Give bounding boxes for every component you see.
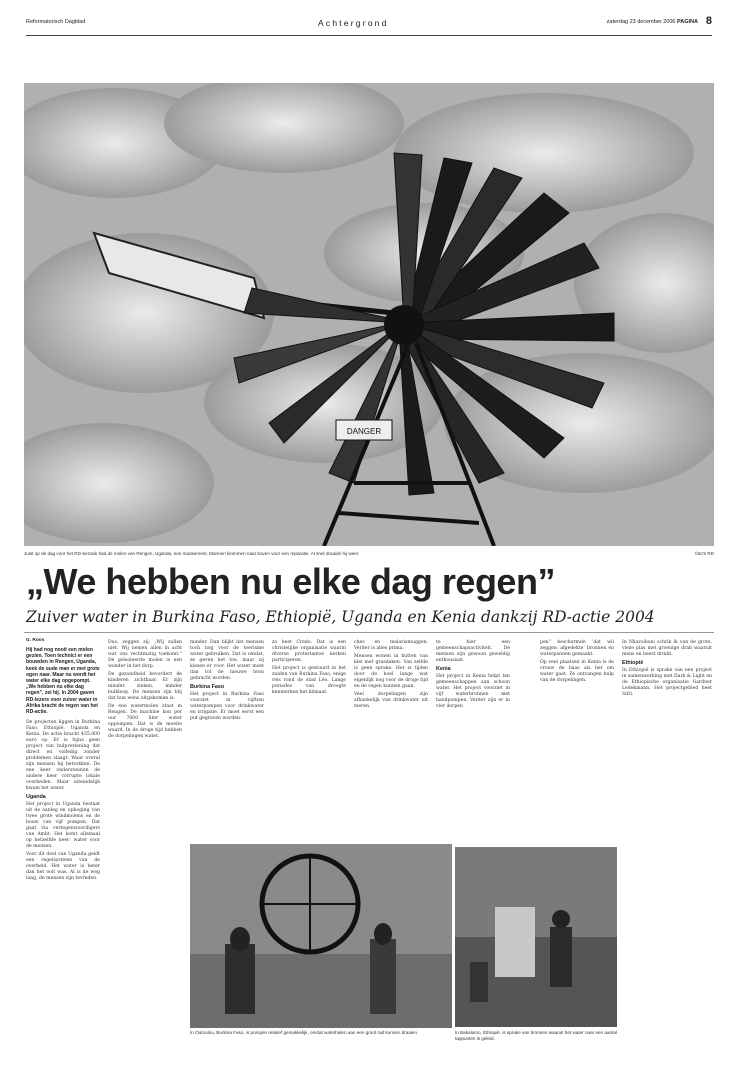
section-heading-burkina-faso: Burkina Faso bbox=[190, 684, 225, 690]
article-column-5: ches en malariamuggen. Verder is alles prima. Mensen wonen in hutten van klei met grasdaken. Van zelfde is geen sprake. Het is tijden door de boel lange wat eigenlijk nog voor de droge tijd en de regen kunnen gaan. Veel dorpelingen zijn afhankelijk van drinkwater uit meren. bbox=[354, 640, 428, 709]
section-heading-ethiopie: Ethiopië bbox=[622, 660, 644, 666]
danger-sign: DANGER bbox=[346, 427, 382, 436]
article-column-7: pen” beschermde ‘dat wil zeggen: afgedekte’ bronnen en waterpannen gemaakt. Op veel plaatsen in Kenia is de vrouw de baas als het om water gaat. Ze ontvangen hulp van de dorpelingen. bbox=[540, 640, 614, 683]
article-intro: Hij had nog nooit een molen gezien. Toen technici er een bouwden in Rengen, Uganda, keek de oude man er met grote ogen naar. Maar nu wordt het water elke dag opgepompt. „We hebben nu elke dag regen”, zei hij. In 2004 gaven RD-lezers voor zuiver water in Afrika bracht de regen van het RD-actie. bbox=[26, 647, 100, 716]
article-column-4: zo heet Credo. Dat is een christelijke organisatie waarin diverse protestantse kerken participeren. Het project is gestuurd in het zuiden van Burkina Faso, enige reis rond de stad Léo. Lange periodes van droogte kenmerken het klimaat. bbox=[272, 640, 346, 695]
header-date: zaterdag 23 december 2006 PAGINA bbox=[606, 19, 698, 25]
burkina-faso-caption: In Outoulou, Burkina Faso, is pompen relatief gemakkelijk, omdat waterhalen aan een groot rad kunnen draaien. bbox=[190, 1030, 419, 1035]
ethiopia-caption: In Bakalumo, Ethiopië, is sprake van bronnen waaruit het water naar een aantal tappunten is geleid. bbox=[455, 1030, 617, 1041]
section-title: Achtergrond bbox=[318, 18, 389, 28]
article-column-3: minder. Dan blijkt dat mensen toch nog voor de toerisme water gebruiken. Dat is omdat, ze geven het toe, maar zij kiezen er voor. Het water moet dan tot de nieuwe bron gebracht worden. Burkina Faso Het project in Burkina Faso voorziet in vijftien waterpompen voor drinkwater en irrigatie. Er moet eerst een put gegraven worden. bbox=[190, 640, 264, 721]
article-column-6: te hier een gemeenschapsactiviteit. De mensen zijn gewoon geweldig enthousiast. Kenia Het project in Kenia helpt ten gemeenschappen aan schoon water. Het project voorziet in vijf waterbronnen met handpompen. Verder zijn er in vier dorpen bbox=[436, 640, 510, 709]
page-number: 8 bbox=[705, 15, 712, 27]
photo-caption: Juist op de dag voor het RD-bezoek had de molen van Rengen, Uganda, een mankement. Mannen klommen naar boven voor een reparatie. Al snel draaide hij weer. bbox=[24, 551, 360, 556]
photo-credit: foto's RD bbox=[695, 551, 714, 556]
divider bbox=[24, 632, 714, 633]
headline: „We hebben nu elke dag regen” bbox=[26, 561, 555, 602]
article-column-2: Dus, zeggen zij: „Wij zullen niet. Wij nemen allen in acht wat ons rechtmatig toekomt.” De geïsoleerde molen is een wonder in het dorp. De gezondheid bevordert de kinderen zichtbaar. Er zijn minder zieken, minder buikloop. De mensen zijn blij dat hun wens uitgekomen is. De ene watermolen staat in Rengen. De machine kon per uur 7000 liter water oppompen. Dat is de moeite waard. In de droge tijd hebben de dorpelingen water. bbox=[108, 640, 182, 739]
page-header bbox=[26, 13, 712, 36]
windmill-photo bbox=[24, 83, 714, 546]
burkina-faso-pump-photo bbox=[190, 844, 452, 1028]
windmill-illustration bbox=[24, 83, 714, 546]
section-heading-kenia: Kenia bbox=[436, 666, 451, 672]
ethiopia-tap-photo bbox=[455, 847, 617, 1027]
subheadline: Zuiver water in Burkina Faso, Ethiopië, Uganda en Kenia dankzij RD-actie 2004 bbox=[26, 608, 655, 626]
article-column-8: In Nkaroiboni schrik ik van de grote, vieze plas met groenige drab waaruit mens en beest drinkt. Ethiopië In Ethiopië is sprake van een project in samenwerking met Dark & Light en de Ethiopische organisatie Gardner Ledekmann. Het projectgebied heet Sifri. bbox=[622, 640, 712, 697]
section-heading-uganda: Uganda bbox=[26, 794, 46, 800]
newspaper-name: Reformatorisch Dagblad bbox=[26, 19, 86, 25]
byline: G. Roos bbox=[26, 638, 45, 643]
article-column-1: De projecten liggen in Burkina Faso, Ethiopië, Uganda en Kenia. De actie bracht 435.000 euro op. Er is bijna geen project van hulpverlening dat direct en volledig zonder problemen slaagt. Waar overal zijn mensen bij betrokken. De ene keer ondersteunen de andere keer corrupte lokale overheden. Maar uiteindelijk kwam het water. Uganda Het project in Uganda bestaat uit de aanleg en ophoging van twee grote windmolens en de bouw van vijf pompen. Dat gaat via vertegenwoordigers van Ambt. Het komt allemaal op hetzelfde neer: water voor de mensen. Voor dit doel van Uganda geldt een regelsysteem van de overheid. Het water is beter dan het ooit was. Al is de weg lang, de mensen zijn tevreden. bbox=[26, 720, 100, 881]
